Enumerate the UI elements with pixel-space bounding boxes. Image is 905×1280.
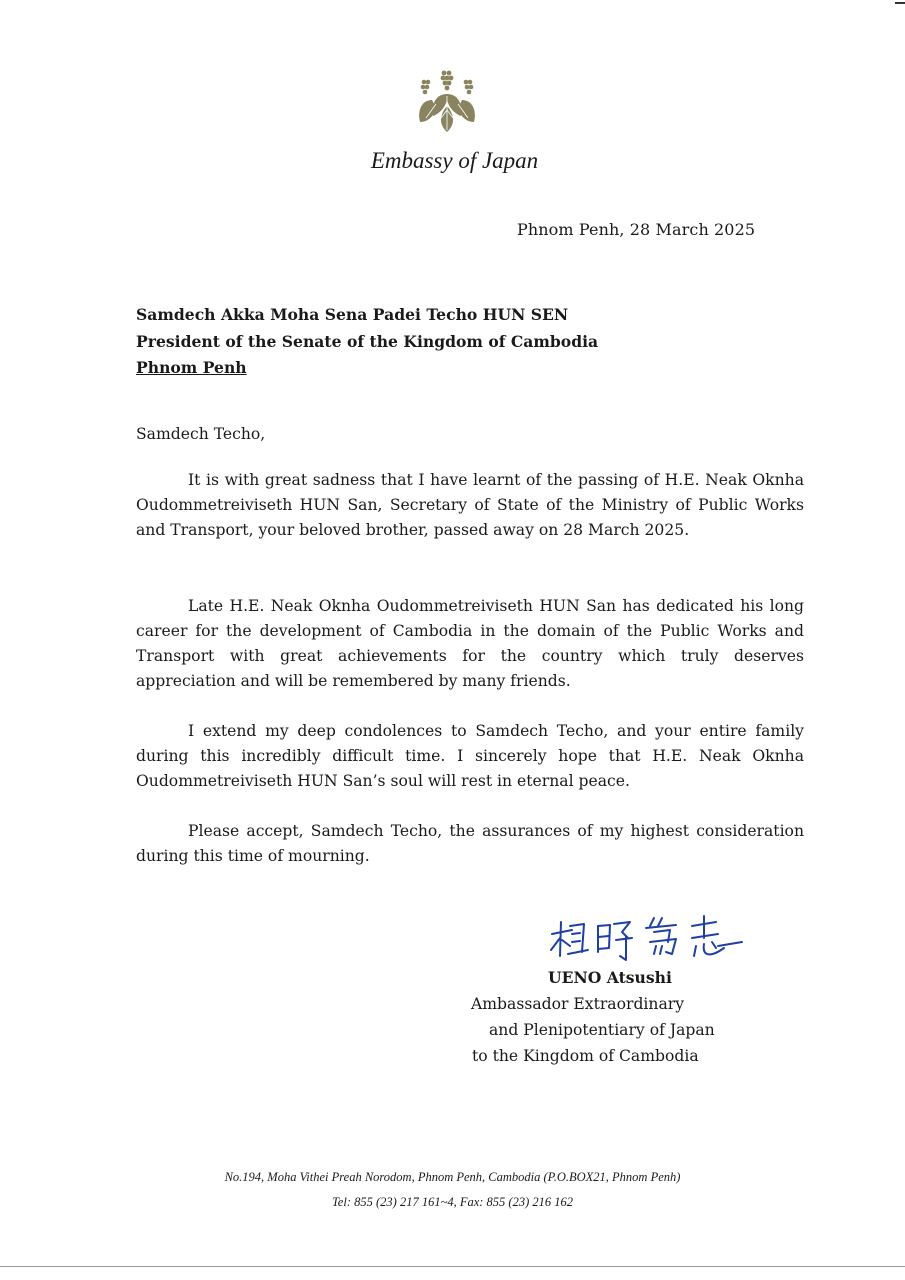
- signer-title-line-2: and Plenipotentiary of Japan: [489, 1021, 715, 1039]
- paulownia-crest-icon: [412, 66, 482, 136]
- footer-address: No.194, Moha Vithei Preah Norodom, Phnom Penh, Cambodia (P.O.BOX21, Phnom Penh): [224, 1170, 681, 1184]
- body-paragraph-4: Please accept, Samdech Techo, the assurances of my highest consideration during this time of mourning.: [136, 822, 804, 865]
- embassy-name: Embassy of Japan: [370, 148, 539, 173]
- body-paragraph-1: It is with great sadness that I have learnt of the passing of H.E. Neak Oknha Oudommetreiviseth HUN San, Secretary of State of the Ministry of Public Works and Transport, your beloved brother, passed away on 28 March 2025.: [136, 471, 804, 539]
- signer-title-line-3: to the Kingdom of Cambodia: [472, 1047, 699, 1065]
- footer-contact: Tel: 855 (23) 217 161~4, Fax: 855 (23) 216 162: [332, 1195, 573, 1209]
- addressee-city: Phnom Penh: [136, 358, 247, 377]
- body-paragraph-3: I extend my deep condolences to Samdech Techo, and your entire family during this incredibly difficult time. I sincerely hope that H.E. Neak Oknha Oudommetreiviseth HUN San’s soul will rest in eternal peace.: [136, 722, 804, 790]
- addressee-name: Samdech Akka Moha Sena Padei Techo HUN SEN: [136, 305, 569, 324]
- scan-edge-mark: [895, 2, 905, 4]
- body-paragraph-2: Late H.E. Neak Oknha Oudommetreiviseth HUN San has dedicated his long career for the development of Cambodia in the domain of the Public Works and Transport with great achievements for the country which truly deserves appreciation and will be remembered by many friends.: [136, 597, 804, 690]
- signer-name: UENO Atsushi: [548, 968, 672, 987]
- addressee-title: President of the Senate of the Kingdom of Cambodia: [136, 331, 599, 351]
- addressee-block: [136, 302, 598, 382]
- bottom-rule: [0, 1266, 905, 1267]
- signer-title-line-1: Ambassador Extraordinary: [471, 995, 685, 1013]
- letter-date: Phnom Penh, 28 March 2025: [517, 220, 756, 239]
- salutation: Samdech Techo,: [136, 425, 266, 443]
- handwritten-signature: [546, 912, 746, 968]
